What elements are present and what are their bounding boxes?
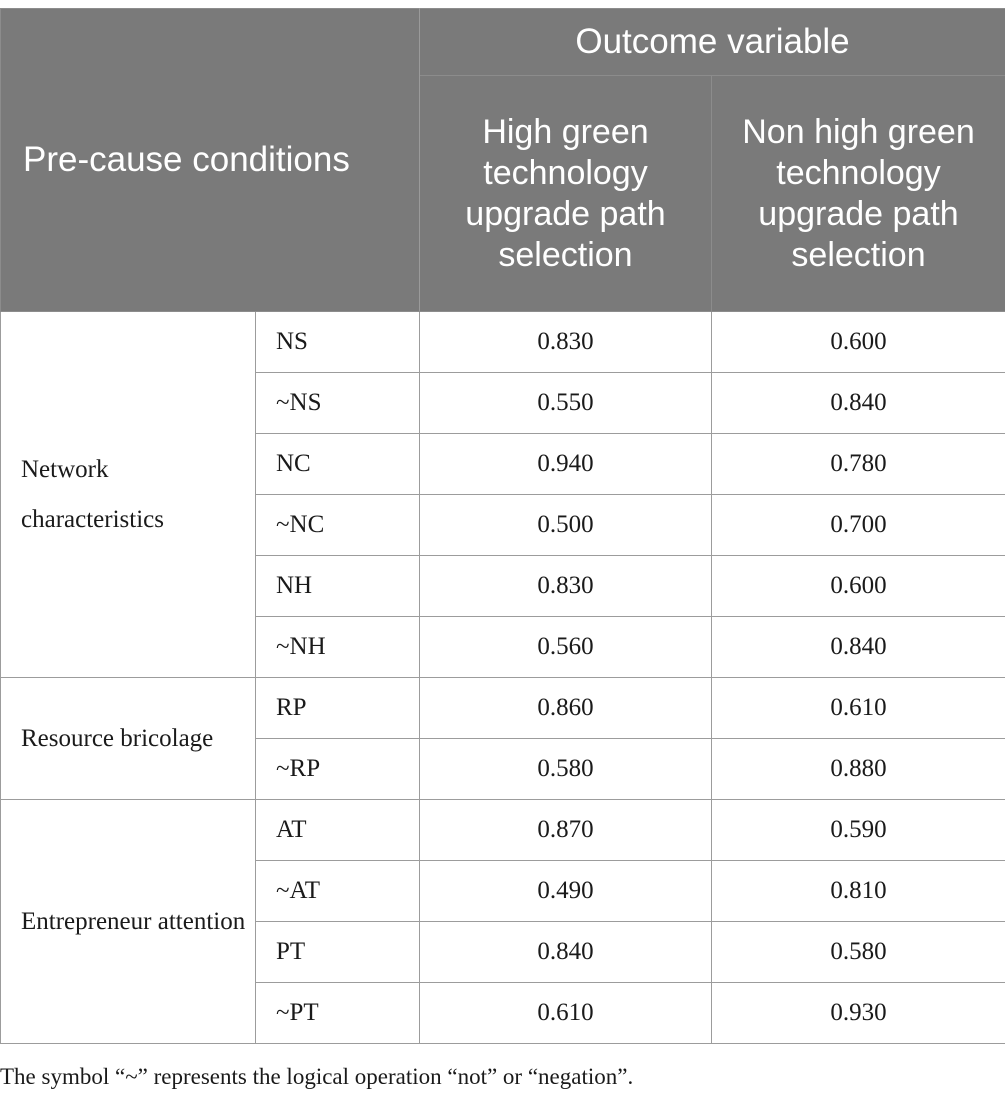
high-value-cell: 0.870	[420, 800, 712, 861]
high-value-cell: 0.490	[420, 861, 712, 922]
nonhigh-value-cell: 0.590	[712, 800, 1005, 861]
nonhigh-value-cell: 0.600	[712, 312, 1005, 373]
high-value-cell: 0.940	[420, 434, 712, 495]
condition-cell: RP	[256, 678, 420, 739]
condition-cell: NS	[256, 312, 420, 373]
nonhigh-value-cell: 0.840	[712, 617, 1005, 678]
high-value-cell: 0.860	[420, 678, 712, 739]
condition-cell: ~NS	[256, 373, 420, 434]
condition-cell: ~NC	[256, 495, 420, 556]
condition-cell: NC	[256, 434, 420, 495]
condition-cell: ~PT	[256, 983, 420, 1044]
nonhigh-value-cell: 0.840	[712, 373, 1005, 434]
nonhigh-column-header: Non high green technology upgrade path selection	[712, 76, 1005, 312]
condition-cell: ~AT	[256, 861, 420, 922]
high-value-cell: 0.500	[420, 495, 712, 556]
high-value-cell: 0.550	[420, 373, 712, 434]
nonhigh-value-cell: 0.700	[712, 495, 1005, 556]
table-row	[1, 800, 1005, 861]
high-value-cell: 0.830	[420, 312, 712, 373]
nonhigh-value-cell: 0.610	[712, 678, 1005, 739]
group-label: Resource bricolage	[1, 678, 256, 800]
nonhigh-value-cell: 0.810	[712, 861, 1005, 922]
condition-cell: AT	[256, 800, 420, 861]
table-footnote: The symbol “~” represents the logical operation “not” or “negation”.	[0, 1064, 634, 1089]
high-value-cell: 0.830	[420, 556, 712, 617]
condition-cell: ~NH	[256, 617, 420, 678]
nonhigh-value-cell: 0.880	[712, 739, 1005, 800]
high-column-header: High green technology upgrade path selection	[420, 76, 712, 312]
outcome-header: Outcome variable	[420, 9, 1005, 76]
high-value-cell: 0.840	[420, 922, 712, 983]
nonhigh-value-cell: 0.930	[712, 983, 1005, 1044]
nonhigh-value-cell: 0.780	[712, 434, 1005, 495]
precause-header: Pre-cause conditions	[1, 9, 420, 312]
high-value-cell: 0.610	[420, 983, 712, 1044]
table-row	[1, 678, 1005, 739]
condition-cell: PT	[256, 922, 420, 983]
group-label: Network characteristics	[1, 312, 256, 678]
results-table	[0, 8, 1005, 1044]
group-label: Entrepreneur attention	[1, 800, 256, 1044]
nonhigh-value-cell: 0.600	[712, 556, 1005, 617]
condition-cell: ~RP	[256, 739, 420, 800]
high-value-cell: 0.580	[420, 739, 712, 800]
nonhigh-value-cell: 0.580	[712, 922, 1005, 983]
high-value-cell: 0.560	[420, 617, 712, 678]
table-row	[1, 312, 1005, 373]
condition-cell: NH	[256, 556, 420, 617]
